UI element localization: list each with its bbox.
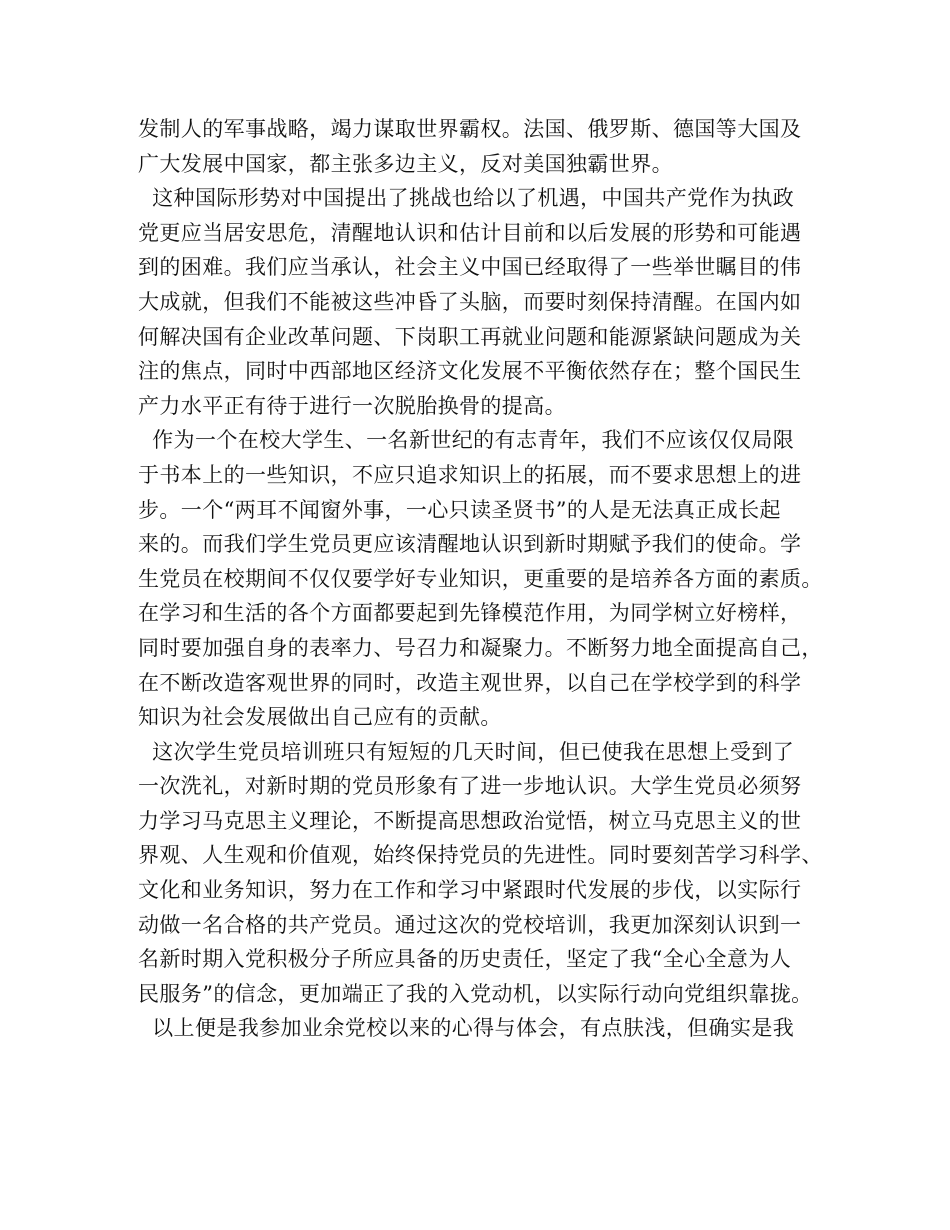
text-line: 生党员在校期间不仅仅要学好专业知识，更重要的是培养各方面的素质。 [138, 566, 823, 591]
text-line: 界观、人生观和价值观，始终保持党员的先进性。同时要刻苦学习科学、 [138, 843, 823, 868]
text-line: 发制人的军事战略，竭力谋取世界霸权。法国、俄罗斯、德国等大国及 [138, 117, 802, 141]
text-line: 这种国际形势对中国提出了挑战也给以了机遇，中国共产党作为执政 [138, 186, 795, 211]
text-line: 于书本上的一些知识，不应只追求知识上的拓展，而不要求思想上的进 [138, 462, 802, 487]
text-line: 动做一名合格的共产党员。通过这次的党校培训，我更加深刻认识到一 [138, 912, 802, 937]
text-line: 民服务”的信念，更加端正了我的入党动机，以实际行动向党组织靠拢。 [138, 981, 813, 1006]
text-line: 到的困难。我们应当承认，社会主义中国已经取得了一些举世瞩目的伟 [138, 255, 802, 280]
text-line: 一次洗礼，对新时期的党员形象有了进一步地认识。大学生党员必须努 [138, 774, 802, 799]
text-line: 大成就，但我们不能被这些冲昏了头脑，而要时刻保持清醒。在国内如 [138, 289, 802, 314]
text-line: 文化和业务知识，努力在工作和学习中紧跟时代发展的步伐，以实际行 [138, 878, 802, 903]
text-line: 这次学生党员培训班只有短短的几天时间，但已使我在思想上受到了 [138, 739, 795, 764]
body-text [138, 112, 828, 1046]
text-line: 何解决国有企业改革问题、下岗职工再就业问题和能源紧缺问题成为关 [138, 324, 802, 349]
text-line: 产力水平正有待于进行一次脱胎换骨的提高。 [138, 393, 566, 418]
text-line: 作为一个在校大学生、一名新世纪的有志青年，我们不应该仅仅局限 [138, 428, 795, 453]
text-line: 广大发展中国家，都主张多边主义，反对美国独霸世界。 [138, 151, 673, 176]
text-line: 力学习马克思主义理论，不断提高思想政治觉悟，树立马克思主义的世 [138, 808, 802, 833]
text-line: 来的。而我们学生党员更应该清醒地认识到新时期赋予我们的使命。学 [138, 532, 802, 557]
text-line: 在不断改造客观世界的同时，改造主观世界，以自己在学校学到的科学 [138, 670, 802, 695]
text-line: 步。一个“两耳不闻窗外事，一心只读圣贤书”的人是无法真正成长起 [138, 497, 781, 522]
text-line: 注的焦点，同时中西部地区经济文化发展不平衡依然存在；整个国民生 [138, 359, 802, 384]
text-line: 在学习和生活的各个方面都要起到先锋模范作用，为同学树立好榜样， [138, 601, 802, 626]
text-line: 知识为社会发展做出自己应有的贡献。 [138, 705, 502, 730]
text-line: 名新时期入党积极分子所应具备的历史责任，坚定了我“全心全意为人 [138, 947, 792, 972]
text-line: 以上便是我参加业余党校以来的心得与体会，有点肤浅，但确实是我 [138, 1016, 795, 1041]
text-line: 同时要加强自身的表率力、号召力和凝聚力。不断努力地全面提高自己， [138, 635, 823, 660]
text-line: 党更应当居安思危，清醒地认识和估计目前和以后发展的形势和可能遇 [138, 220, 802, 245]
